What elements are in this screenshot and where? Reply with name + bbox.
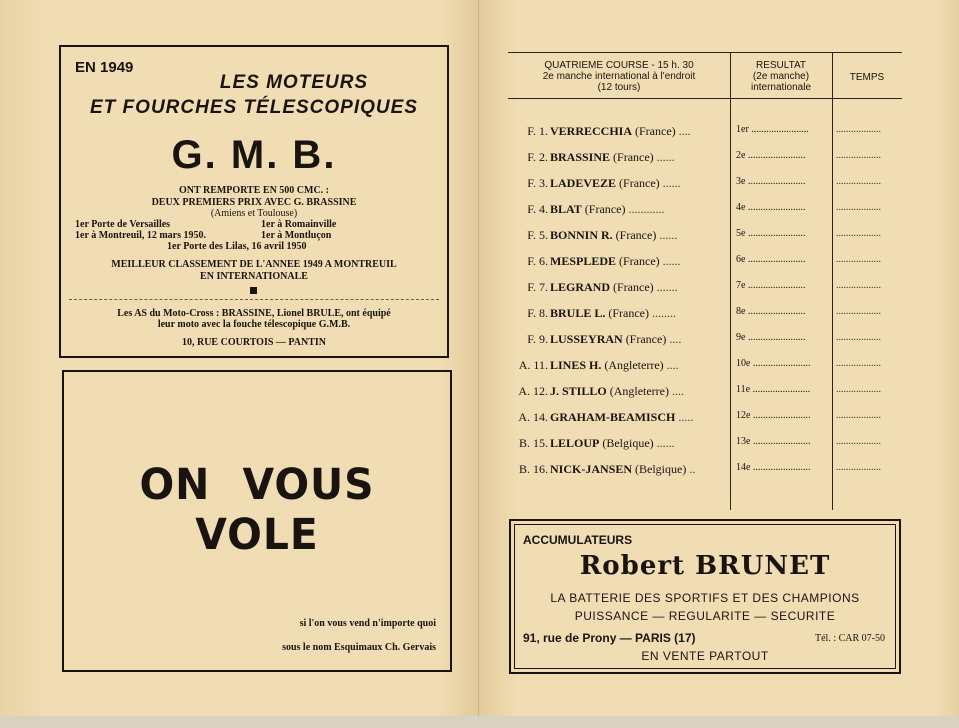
result-value: 1er bbox=[736, 124, 749, 135]
rider-country: (Angleterre) bbox=[604, 358, 664, 372]
rider-number: F. 6. bbox=[527, 254, 548, 268]
vole-sub-1: si l'on vous vend n'importe quoi bbox=[299, 618, 436, 629]
leader-dots: .. bbox=[689, 462, 696, 476]
rider-country: (France) bbox=[613, 280, 654, 294]
as-text-1: Les AS du Moto-Cross : BRASSINE, Lionel BRULE, ont équipé bbox=[117, 308, 391, 319]
rider-country: (France) bbox=[615, 228, 657, 242]
ad-headline-1: LES MOTEURS bbox=[219, 72, 369, 93]
leader-dots: .... bbox=[672, 384, 684, 398]
brunet-advertisement bbox=[509, 519, 901, 674]
result-value: 4e bbox=[736, 202, 746, 213]
rider-country: (Belgique) bbox=[635, 462, 687, 476]
time-cell: .................. bbox=[836, 124, 881, 135]
time-cell: .................. bbox=[836, 150, 881, 161]
leader-dots: ...... bbox=[656, 150, 675, 164]
ad-year: EN 1949 bbox=[75, 59, 134, 76]
result-cell: 3e ....................... bbox=[736, 176, 806, 187]
gervais-advertisement bbox=[62, 370, 452, 672]
leader-dots: ........ bbox=[652, 306, 676, 320]
rider-name: MESPLEDE bbox=[550, 254, 617, 268]
rider-name: NICK-JANSEN bbox=[550, 462, 633, 476]
table-row bbox=[508, 384, 902, 404]
table-row bbox=[508, 176, 902, 196]
result-cell: 14e ....................... bbox=[736, 462, 811, 473]
ad-line-2: DEUX PREMIERS PRIX AVEC G. BRASSINE bbox=[151, 197, 357, 208]
rider-entry bbox=[550, 124, 730, 139]
rider-number: A. 12. bbox=[518, 384, 548, 398]
time-cell: .................. bbox=[836, 410, 881, 421]
result-value: 2e bbox=[736, 150, 746, 161]
result-cell: 9e ....................... bbox=[736, 332, 806, 343]
prize-2: 1er à Romainville bbox=[261, 219, 337, 230]
rider-number: F. 3. bbox=[527, 176, 548, 190]
rider-entry bbox=[550, 254, 730, 269]
table-row bbox=[508, 124, 902, 144]
rider-name: LEGRAND bbox=[550, 280, 611, 294]
rider-entry bbox=[550, 150, 730, 165]
table-row bbox=[508, 462, 902, 482]
result-value: 6e bbox=[736, 254, 746, 265]
rider-name: BRASSINE bbox=[550, 150, 611, 164]
rider-entry bbox=[550, 410, 730, 425]
result-value: 5e bbox=[736, 228, 746, 239]
rider-number: F. 8. bbox=[527, 306, 548, 320]
rider-number: B. 15. bbox=[518, 436, 548, 450]
best-classement-2: EN INTERNATIONALE bbox=[200, 271, 308, 282]
rider-name: J. STILLO bbox=[550, 384, 607, 398]
ad-address: 10, RUE COURTOIS — PANTIN bbox=[181, 337, 327, 348]
table-row bbox=[508, 254, 902, 274]
time-cell: .................. bbox=[836, 202, 881, 213]
ad-headline-2: ET FOURCHES TÉLESCOPIQUES bbox=[90, 97, 418, 118]
rider-entry bbox=[550, 306, 730, 321]
rider-number: F. 4. bbox=[527, 202, 548, 216]
vole-headline: ON VOUS VOLE bbox=[139, 460, 375, 560]
gmb-advertisement bbox=[59, 45, 449, 358]
table-row bbox=[508, 410, 902, 430]
rider-entry bbox=[550, 332, 730, 347]
time-cell: .................. bbox=[836, 358, 881, 369]
time-cell: .................. bbox=[836, 462, 881, 473]
result-value: 9e bbox=[736, 332, 746, 343]
rider-country: (France) bbox=[625, 332, 667, 346]
rider-name: BRULE L. bbox=[550, 306, 606, 320]
rider-entry bbox=[550, 384, 730, 399]
time-cell: .................. bbox=[836, 436, 881, 447]
rider-country: (France) bbox=[619, 176, 660, 190]
table-row bbox=[508, 228, 902, 248]
result-cell: 1er ....................... bbox=[736, 124, 809, 135]
result-cell: 8e ....................... bbox=[736, 306, 806, 317]
rider-name: VERRECCHIA bbox=[550, 124, 633, 138]
leader-dots: ............ bbox=[628, 202, 665, 216]
rider-number: F. 7. bbox=[527, 280, 548, 294]
rider-entry bbox=[550, 358, 730, 373]
rider-entry bbox=[550, 202, 730, 217]
brunet-tel: Tél. : CAR 07-50 bbox=[815, 633, 885, 644]
rider-entry bbox=[550, 228, 730, 243]
rider-country: (France) bbox=[608, 306, 649, 320]
leader-dots: ...... bbox=[662, 254, 681, 268]
rider-name: BONNIN R. bbox=[550, 228, 613, 242]
result-value: 8e bbox=[736, 306, 746, 317]
result-cell: 4e ....................... bbox=[736, 202, 806, 213]
time-cell: .................. bbox=[836, 254, 881, 265]
table-row bbox=[508, 306, 902, 326]
header-temps: TEMPS bbox=[849, 72, 885, 83]
rider-entry bbox=[550, 436, 730, 451]
rider-country: (France) bbox=[584, 202, 626, 216]
result-value: 14e bbox=[736, 462, 751, 473]
brunet-address: 91, rue de Prony — PARIS (17) bbox=[523, 631, 696, 645]
result-cell: 11e ....................... bbox=[736, 384, 811, 395]
prize-3: 1er à Montreuil, 12 mars 1950. bbox=[75, 230, 207, 241]
ad-brand: G. M. B. bbox=[171, 133, 337, 177]
time-cell: .................. bbox=[836, 228, 881, 239]
rider-country: (France) bbox=[619, 254, 660, 268]
ad-line-1: ONT REMPORTE EN 500 CMC. : bbox=[178, 185, 330, 196]
rider-number: A. 11. bbox=[518, 358, 548, 372]
rider-entry bbox=[550, 280, 730, 295]
table-header-border bbox=[508, 98, 902, 99]
header-course: QUATRIEME COURSE - 15 h. 30 2e manche international à l'endroit (12 tours) bbox=[542, 60, 696, 93]
leader-dots: ...... bbox=[662, 176, 681, 190]
time-cell: .................. bbox=[836, 280, 881, 291]
left-page bbox=[0, 0, 479, 728]
leader-dots: ...... bbox=[656, 436, 675, 450]
table-row bbox=[508, 358, 902, 378]
prize-1: 1er Porte de Versailles bbox=[75, 219, 171, 230]
best-classement-1: MEILLEUR CLASSEMENT DE L'ANNEE 1949 A MONTREUIL bbox=[111, 259, 397, 270]
results-table bbox=[508, 52, 902, 510]
header-resultat: RESULTAT (2e manche) internationale bbox=[750, 60, 812, 93]
result-cell: 6e ....................... bbox=[736, 254, 806, 265]
prize-4: 1er à Montluçon bbox=[261, 230, 332, 241]
result-value: 10e bbox=[736, 358, 751, 369]
rider-entry bbox=[550, 176, 730, 191]
vole-sub-2: sous le nom Esquimaux Ch. Gervais bbox=[282, 642, 436, 653]
time-cell: .................. bbox=[836, 384, 881, 395]
table-top-border bbox=[508, 52, 902, 53]
rider-entry bbox=[550, 462, 730, 477]
result-cell: 2e ....................... bbox=[736, 150, 806, 161]
table-row bbox=[508, 280, 902, 300]
leader-dots: .... bbox=[678, 124, 691, 138]
table-row bbox=[508, 150, 902, 170]
result-cell: 10e ....................... bbox=[736, 358, 811, 369]
rider-number: F. 5. bbox=[527, 228, 548, 242]
leader-dots: .... bbox=[669, 332, 682, 346]
rider-number: F. 9. bbox=[527, 332, 548, 346]
leader-dots: ...... bbox=[659, 228, 678, 242]
result-value: 7e bbox=[736, 280, 746, 291]
brunet-line-2: PUISSANCE — REGULARITE — SECURITE bbox=[574, 609, 836, 623]
rider-name: GRAHAM-BEAMISCH bbox=[550, 410, 676, 424]
rider-number: B. 16. bbox=[518, 462, 548, 476]
result-cell: 7e ....................... bbox=[736, 280, 806, 291]
rider-name: LUSSEYRAN bbox=[550, 332, 623, 346]
accumulateurs-label: ACCUMULATEURS bbox=[523, 533, 633, 547]
brunet-sale: EN VENTE PARTOUT bbox=[641, 649, 769, 663]
time-cell: .................. bbox=[836, 176, 881, 187]
rider-country: (Angleterre) bbox=[609, 384, 669, 398]
ad-line-3: (Amiens et Toulouse) bbox=[210, 208, 298, 219]
brunet-line-1: LA BATTERIE DES SPORTIFS ET DES CHAMPIONS bbox=[550, 591, 860, 605]
time-cell: .................. bbox=[836, 332, 881, 343]
prize-5: 1er Porte des Lilas, 16 avril 1950 bbox=[167, 241, 307, 252]
rider-country: (France) bbox=[613, 150, 654, 164]
rider-country: (Belgique) bbox=[602, 436, 654, 450]
table-row bbox=[508, 332, 902, 352]
square-bullet bbox=[250, 287, 257, 294]
leader-dots: .... bbox=[666, 358, 679, 372]
time-cell: .................. bbox=[836, 306, 881, 317]
leader-dots: ....... bbox=[656, 280, 678, 294]
result-cell: 13e ....................... bbox=[736, 436, 811, 447]
rider-name: LADEVEZE bbox=[550, 176, 617, 190]
leader-dots: ..... bbox=[678, 410, 694, 424]
rider-name: LELOUP bbox=[550, 436, 600, 450]
scan-edge bbox=[0, 716, 959, 728]
rider-number: A. 14. bbox=[518, 410, 548, 424]
result-value: 12e bbox=[736, 410, 751, 421]
brunet-brand: Robert BRUNET bbox=[579, 551, 831, 581]
result-value: 11e bbox=[736, 384, 751, 395]
table-row bbox=[508, 202, 902, 222]
rider-name: BLAT bbox=[550, 202, 582, 216]
result-value: 13e bbox=[736, 436, 751, 447]
table-row bbox=[508, 436, 902, 456]
divider bbox=[69, 299, 439, 300]
result-value: 3e bbox=[736, 176, 746, 187]
rider-country: (France) bbox=[635, 124, 676, 138]
rider-name: LINES H. bbox=[550, 358, 602, 372]
result-cell: 12e ....................... bbox=[736, 410, 811, 421]
as-text-2: leur moto avec la fouche télescopique G.M.B. bbox=[157, 319, 351, 330]
result-cell: 5e ....................... bbox=[736, 228, 806, 239]
rider-number: F. 2. bbox=[527, 150, 548, 164]
rider-number: F. 1. bbox=[527, 124, 548, 138]
